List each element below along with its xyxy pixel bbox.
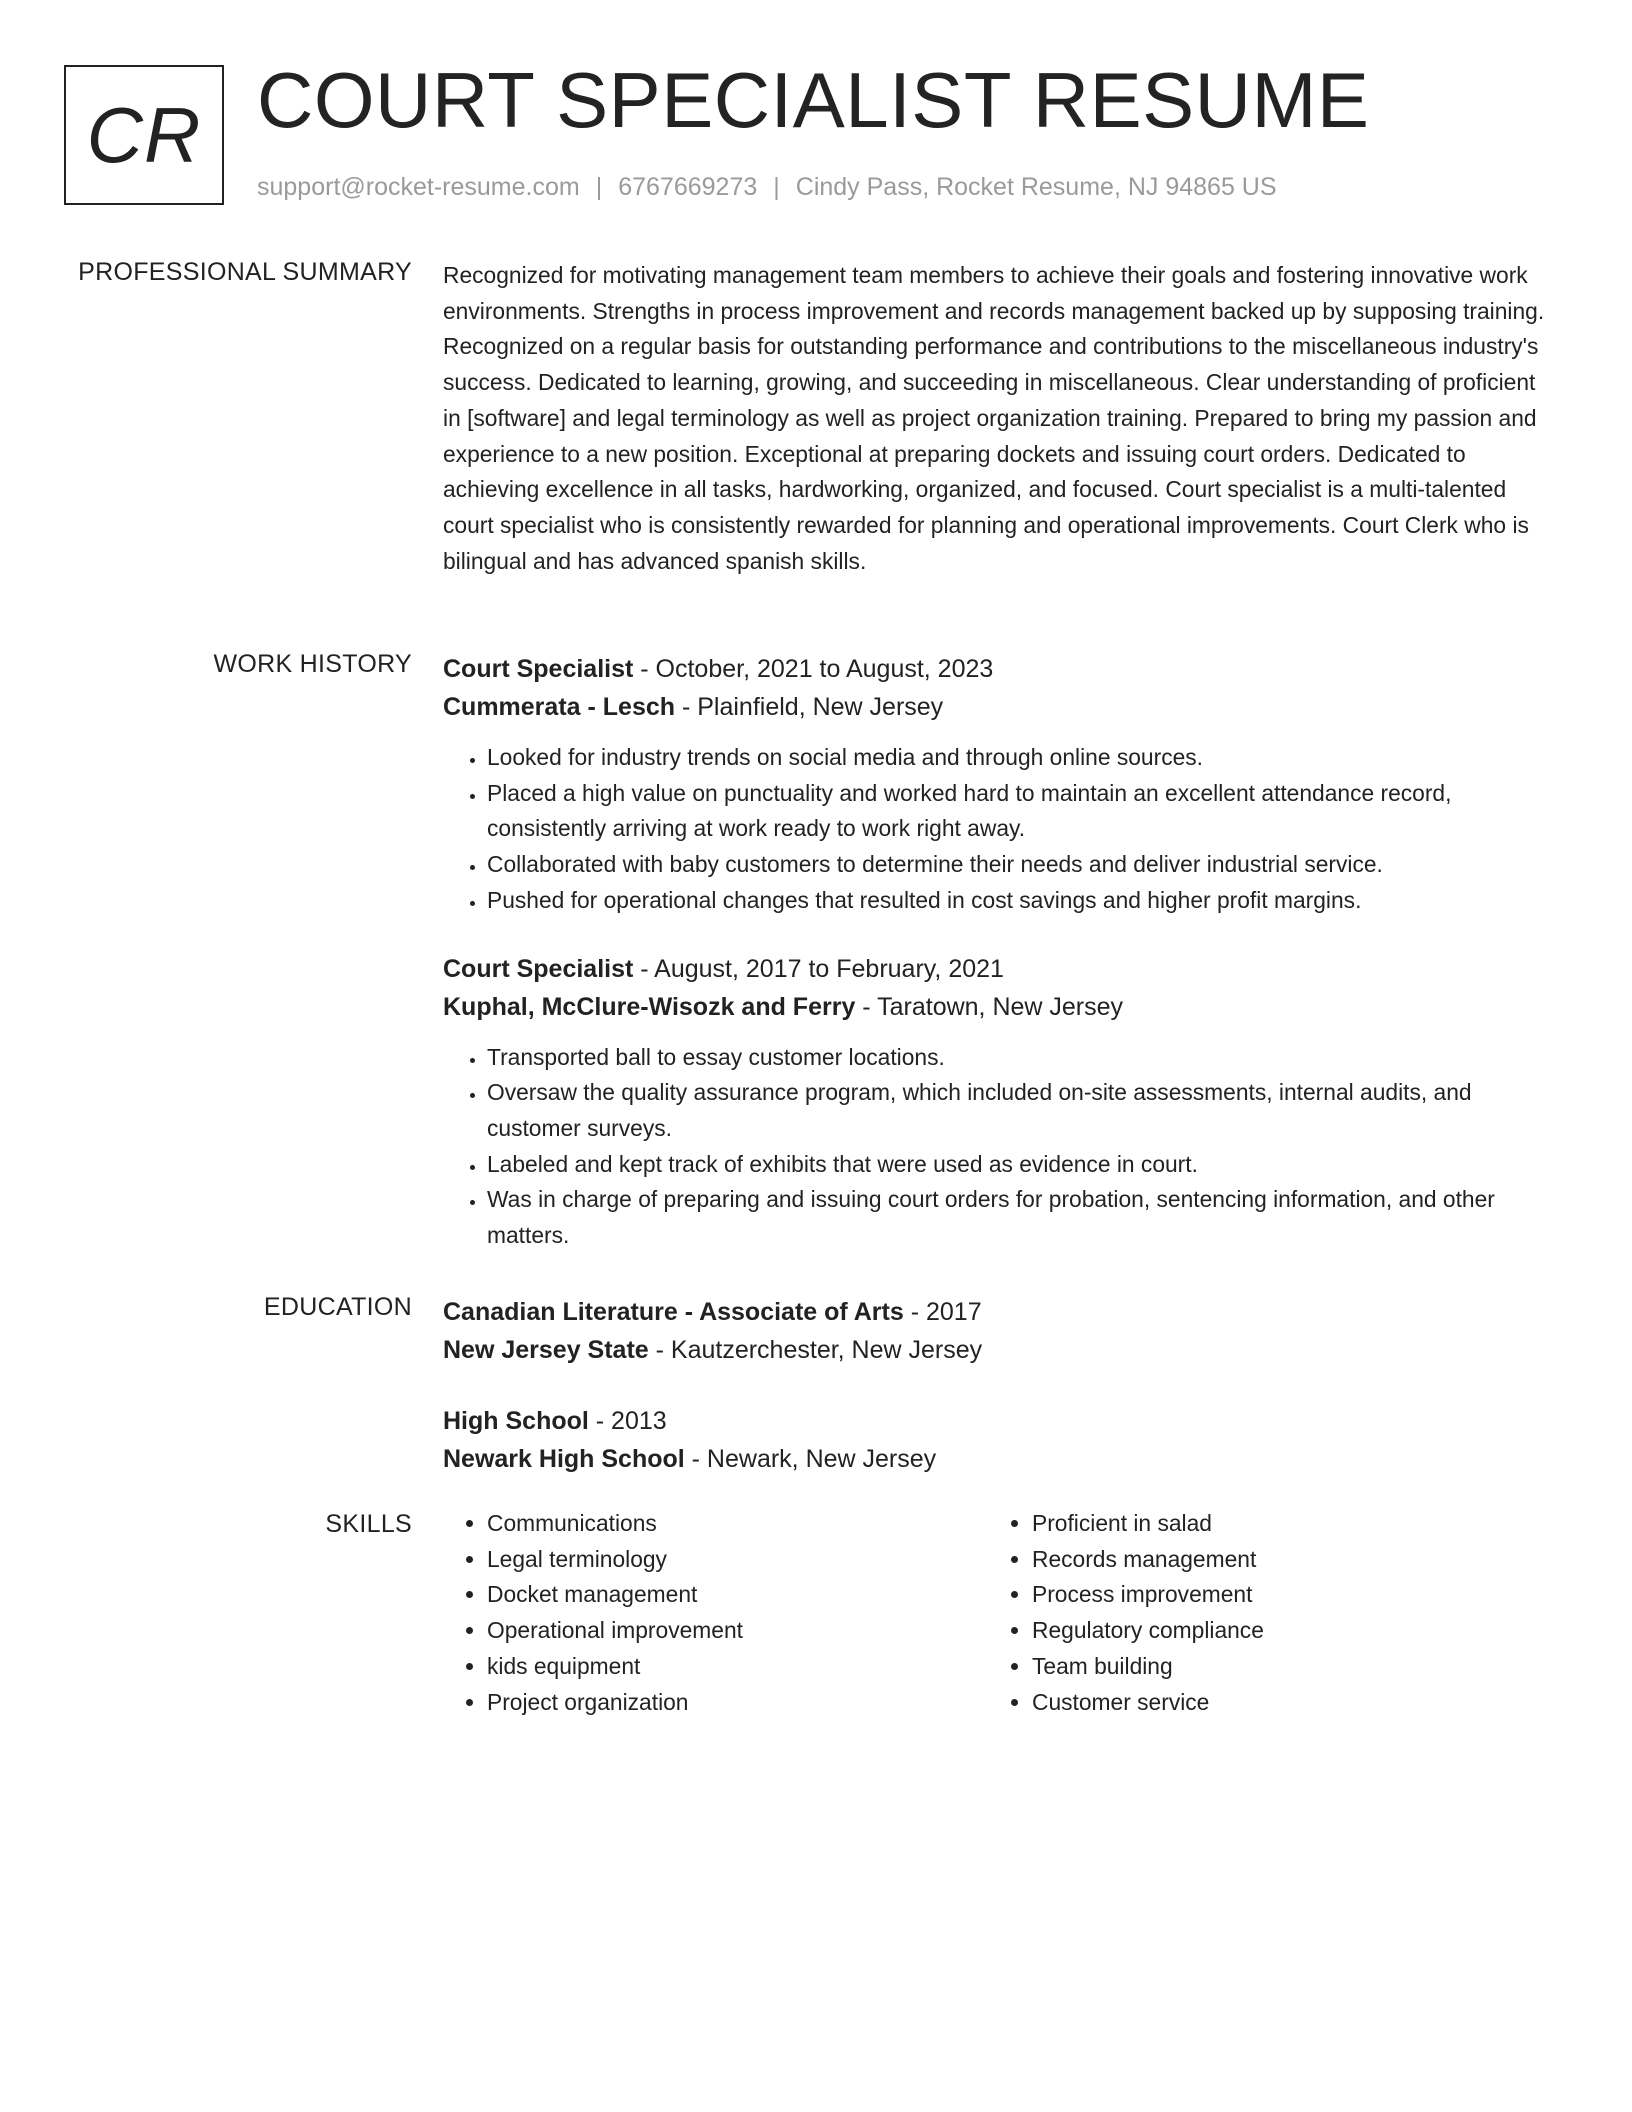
skill-item: • Legal terminology <box>487 1542 743 1578</box>
education-location: - Newark, New Jersey <box>684 1445 937 1473</box>
education-heading: EDUCATION <box>263 1293 412 1321</box>
job-dates: - October, 2021 to August, 2023 <box>633 655 994 683</box>
job-dates: - August, 2017 to February, 2021 <box>633 954 1004 983</box>
job-location: - Plainfield, New Jersey <box>675 693 944 721</box>
job-title: Court Specialist <box>443 655 634 683</box>
education-school: New Jersey State <box>443 1336 649 1364</box>
job-bullets <box>443 740 1553 919</box>
job-location: - Taratown, New Jersey <box>855 992 1124 1021</box>
skill-item: • Process improvement <box>1032 1577 1264 1613</box>
skill-item: • Docket management <box>487 1577 743 1613</box>
education-degree-line <box>443 1293 1553 1331</box>
job-bullet: • Was in charge of preparing and issuing court orders for probation, sentencing information, and other matters. <box>487 1182 1553 1253</box>
skills-list-right <box>988 1506 1264 1720</box>
work-body <box>443 650 1553 1254</box>
summary-text: Recognized for motivating management team members to achieve their goals and fostering innovative work environments. Strengths in process improvement and records management backed up by supposing training. Recognized on a regular basis for outstanding performance and contributions to the miscellaneous industry's success. Dedicated to learning, growing, and succeeding in miscellaneous. Clear understanding of proficient in [software] and legal terminology as well as project organization training. Prepared to bring my passion and experience to a new position. Exceptional at preparing dockets and issuing court orders. Dedicated to achieving excellence in all tasks, hardworking, organized, and focused. Court specialist is a multi-talented court specialist who is consistently rewarded for planning and operational improvements. Court Clerk who is bilingual and has advanced spanish skills. <box>443 262 1545 574</box>
skill-item: • Team building <box>1032 1649 1264 1685</box>
education-entry <box>443 1402 1553 1478</box>
job-bullets <box>443 1040 1553 1254</box>
skill-item: • Project organization <box>487 1685 743 1721</box>
job-bullet: • Collaborated with baby customers to determine their needs and deliver industrial service. <box>487 847 1553 883</box>
skill-item: • Records management <box>1032 1542 1264 1578</box>
education-location: - Kautzerchester, New Jersey <box>648 1336 983 1364</box>
education-entry <box>443 1293 1553 1369</box>
job-company: Kuphal, McClure-Wisozk and Ferry <box>443 992 856 1021</box>
job-bullet: • Oversaw the quality assurance program, which included on-site assessments, internal audits, and customer surveys. <box>487 1075 1553 1146</box>
education-degree: Canadian Literature - Associate of Arts <box>443 1298 904 1326</box>
work-heading: WORK HISTORY <box>213 650 412 678</box>
job-company-line <box>443 688 1553 726</box>
education-degree-line <box>443 1402 1553 1440</box>
education-degree: High School <box>443 1407 589 1435</box>
contact-email: support@rocket-resume.com <box>257 173 580 201</box>
contact-line <box>257 173 1277 202</box>
contact-address: Cindy Pass, Rocket Resume, NJ 94865 US <box>795 173 1277 201</box>
skills-list-left <box>443 1506 743 1720</box>
job-title-line <box>443 650 1553 688</box>
job-company: Cummerata - Lesch <box>443 693 676 721</box>
skill-item: • Operational improvement <box>487 1613 743 1649</box>
summary-heading: PROFESSIONAL SUMMARY <box>78 258 412 286</box>
education-year: - 2017 <box>903 1298 982 1326</box>
job-title: Court Specialist <box>443 954 634 983</box>
skill-item: • Communications <box>487 1506 743 1542</box>
education-school: Newark High School <box>443 1445 685 1473</box>
skill-item: • Regulatory compliance <box>1032 1613 1264 1649</box>
skill-item: • kids equipment <box>487 1649 743 1685</box>
contact-separator: | <box>595 173 603 201</box>
education-school-line <box>443 1440 1553 1478</box>
education-school-line <box>443 1331 1553 1369</box>
skill-item: • Customer service <box>1032 1685 1264 1721</box>
education-body <box>443 1293 1553 1478</box>
education-year: - 2013 <box>588 1407 667 1435</box>
page-title: COURT SPECIALIST RESUME <box>257 56 1370 144</box>
skill-item: • Proficient in salad <box>1032 1506 1264 1542</box>
skills-heading: SKILLS <box>325 1510 412 1538</box>
job-bullet: • Placed a high value on punctuality and worked hard to maintain an excellent attendance record, consistently arriving at work ready to work right away. <box>487 776 1553 847</box>
contact-separator: | <box>773 173 780 201</box>
job-bullet: • Transported ball to essay customer locations. <box>487 1040 1553 1076</box>
job-bullet: • Pushed for operational changes that resulted in cost savings and higher profit margins. <box>487 883 1553 919</box>
job-company-line <box>443 988 1553 1026</box>
monogram-logo: CR <box>64 65 224 205</box>
job-bullet: • Labeled and kept track of exhibits that were used as evidence in court. <box>487 1147 1553 1183</box>
job-bullet: • Looked for industry trends on social media and through online sources. <box>487 740 1553 776</box>
job-entry <box>443 950 1553 1254</box>
job-title-line <box>443 950 1553 988</box>
contact-phone: 6767669273 <box>618 173 758 201</box>
job-entry <box>443 650 1553 919</box>
summary-body <box>443 258 1553 579</box>
